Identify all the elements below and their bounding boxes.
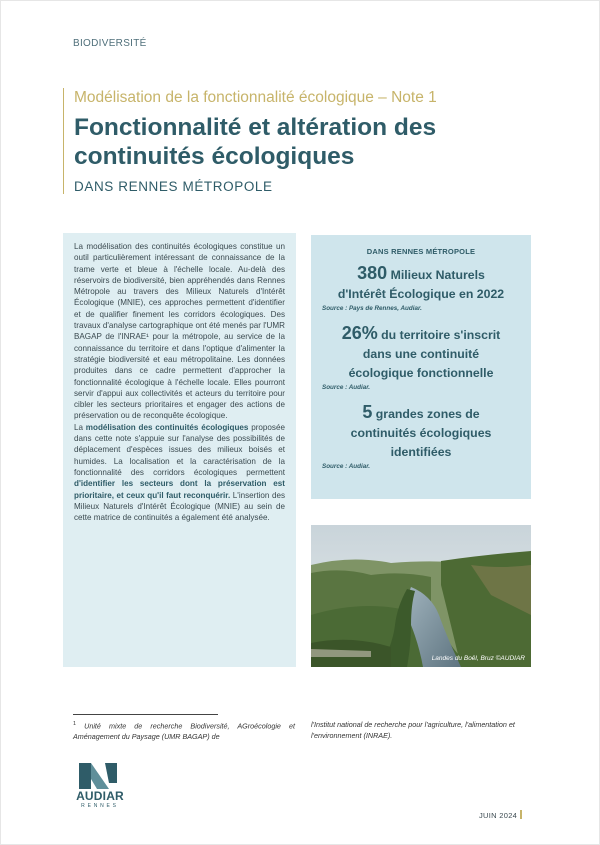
stat-text: grandes zones de [372, 407, 480, 421]
para2-text-c: proposée dans cette note s'appuie sur l'analyse des possibilités de déplacement d'espèces issues des milieux boisés et humides. La localisation et la caractérisation de la fonctionnalité des corridors écologiques permettent [74, 422, 285, 477]
photo-credit: Landes du Boël, Bruz ©AUDIAR [431, 655, 525, 662]
stat-line-1 [321, 264, 521, 285]
page-title [74, 113, 533, 171]
audiar-logo-mark-icon [75, 761, 125, 791]
audiar-logo [75, 761, 125, 821]
stat-line-3: identifiées [390, 445, 452, 459]
stat-line-2: dans une continuité [362, 347, 480, 361]
date-text: JUIN 2024 [479, 811, 518, 820]
river-valley-illustration [311, 525, 531, 667]
key-figures-box [311, 235, 531, 499]
intro-paragraph-2 [74, 422, 285, 524]
publication-date [479, 810, 522, 820]
stat-line-2: continuités écologiques [350, 426, 492, 440]
logo-city: RENNES [81, 803, 119, 809]
stat-source: Source : Audiar. [322, 384, 371, 391]
footnote-text-1: Unité mixte de recherche Biodiversité, AGroécologie et Aménagement du Paysage (UMR BAGAP) de [73, 721, 295, 742]
para2-text-e: L'insertion des Milieux Naturels d'Intérêt Écologique (MNIE) au sein de cette matrice de continuités a également été analysée. [74, 490, 285, 523]
footnote-col-1 [73, 719, 295, 742]
stat-number: 26% [341, 323, 378, 343]
stat-source: Source : Audiar. [322, 463, 371, 470]
para2-text-a: La [74, 422, 86, 432]
stat-text: du territoire s'inscrit [377, 328, 501, 342]
stat-item [321, 403, 521, 470]
title-line-1: Fonctionnalité et altération des [74, 114, 437, 141]
title-line-2: continuités écologiques [74, 143, 355, 170]
footnote-marker: 1 [73, 721, 77, 727]
para2-bold-b: modélisation des continuités écologiques [85, 422, 249, 432]
para2-bold-d: d'identifier les secteurs dont la préservation est prioritaire, et ceux qu'il faut reconquérir. [74, 479, 285, 500]
stat-source: Source : Pays de Rennes, Audiar. [322, 305, 422, 312]
stat-line-3: écologique fonctionnelle [348, 366, 494, 380]
stat-number: 380 [357, 263, 388, 283]
supertitle: Modélisation de la fonctionnalité écologique – Note 1 [74, 89, 437, 106]
intro-paragraph-1: La modélisation des continuités écologiques constitue un outil particulièrement intéressant de connaissance de la trame verte et bleue à l'échelle locale. Au-delà des réservoirs de biodiversité, bien appréhendés dans Rennes Métropole au travers des Milieux Naturels d'Intérêt Écologique (MNIE), ces approches permettent d'identifier et de qualifier finement les corridors écologiques. Des travaux d'analyse cartographique ont été menés par l'UMR BAGAP de l'INRAE¹ pour la métropole, au service de la connaissance du territoire et dans l'optique d'alimenter la stratégie biodiversité et eau métropolitaine. Les données produites dans ce cadre permettent d'approcher la fonctionnalité écologique à l'échelle locale. Elles pourront servir d'appui aux collectivités et acteurs du territoire pour cibler les secteurs prioritaires et engager des actions de préservation ou de reconquête écologique. [74, 242, 285, 421]
stat-item [321, 264, 521, 312]
footnote-col-2: l'Institut national de recherche pour l'agriculture, l'alimentation et l'environnement (INRAE). [311, 720, 515, 740]
stat-item [321, 324, 521, 391]
logo-wordmark: AUDIAR [76, 789, 124, 803]
stat-line-2: d'Intérêt Écologique en 2022 [337, 287, 505, 301]
date-accent-bar [520, 810, 522, 819]
intro-text-box [63, 233, 296, 667]
key-figures-heading: DANS RENNES MÉTROPOLE [366, 247, 476, 256]
stat-text: Milieux Naturels [387, 268, 485, 282]
stat-line-1 [321, 403, 521, 424]
landscape-photo [311, 525, 531, 667]
title-block [63, 88, 533, 194]
stat-line-1 [321, 324, 521, 345]
subtitle: DANS RENNES MÉTROPOLE [74, 179, 273, 194]
footnote-rule [73, 714, 218, 715]
topic-label: BIODIVERSITÉ [73, 38, 147, 49]
stat-number: 5 [362, 402, 373, 422]
